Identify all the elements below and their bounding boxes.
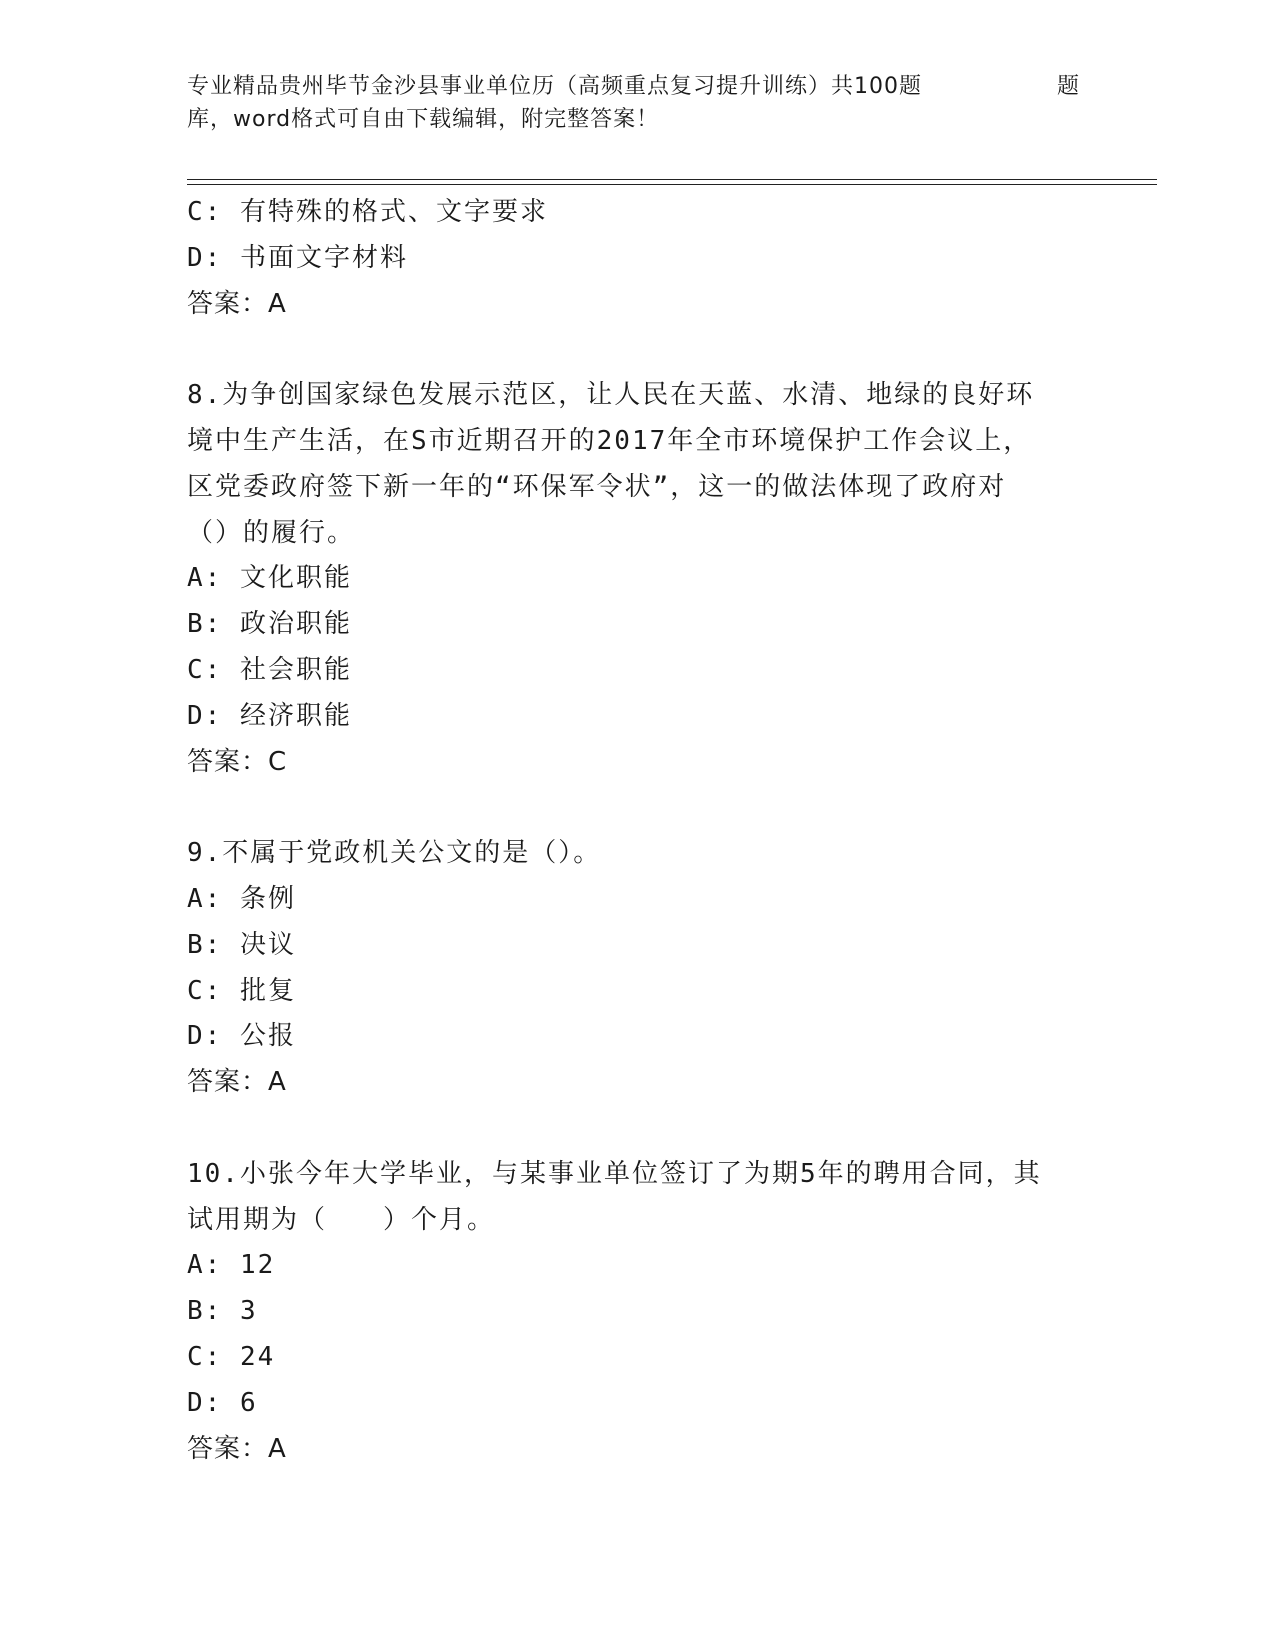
question-text-line: 10.小张今年大学毕业，与某事业单位签订了为期5年的聘用合同，其 xyxy=(187,1158,1042,1189)
option-line: B: 决议 xyxy=(187,929,296,960)
option-line: D: 6 xyxy=(187,1387,258,1418)
header-title-tail: 题 xyxy=(1057,74,1081,99)
question-text-line: 8.为争创国家绿色发展示范区，让人民在天蓝、水清、地绿的良好环 xyxy=(187,380,1035,411)
document-header xyxy=(187,70,1087,136)
option-line: C: 批复 xyxy=(187,975,296,1006)
option-line: D: 公报 xyxy=(187,1021,296,1052)
answer-line: 答案：C xyxy=(187,746,288,777)
question-content xyxy=(187,190,1087,1472)
header-title: 专业精品贵州毕节金沙县事业单位历（高频重点复习提升训练）共100题 xyxy=(187,74,922,99)
spacer xyxy=(187,327,1087,373)
option-line: A: 条例 xyxy=(187,883,296,914)
answer-line: 答案：A xyxy=(187,1067,287,1098)
spacer xyxy=(187,785,1087,831)
option-line: B: 政治职能 xyxy=(187,609,352,640)
option-line: C: 有特殊的格式、文字要求 xyxy=(187,197,548,227)
header-divider-top xyxy=(187,179,1157,180)
question-text-line: 区党委政府签下新一年的“环保军令状”，这一的做法体现了政府对 xyxy=(187,471,1007,502)
question-text-line: 9.不属于党政机关公文的是（）。 xyxy=(187,838,602,869)
question-text-line: 境中生产生活，在S市近期召开的2017年全市环境保护工作会议上， xyxy=(187,425,1032,456)
header-divider-bottom xyxy=(187,184,1157,185)
option-line: C: 社会职能 xyxy=(187,654,352,685)
spacer xyxy=(187,1106,1087,1152)
answer-line: 答案：A xyxy=(187,1433,287,1464)
answer-line: 答案：A xyxy=(187,288,287,319)
question-text-line: 试用期为（ ）个月。 xyxy=(187,1204,496,1235)
option-line: A: 12 xyxy=(187,1250,276,1281)
option-line: B: 3 xyxy=(187,1296,258,1327)
header-line-1 xyxy=(187,70,1087,103)
option-line: D: 书面文字材料 xyxy=(187,242,408,273)
option-line: D: 经济职能 xyxy=(187,700,352,731)
option-line: C: 24 xyxy=(187,1341,276,1372)
header-line-2: 库，word格式可自由下载编辑，附完整答案！ xyxy=(187,107,660,132)
option-line: A: 文化职能 xyxy=(187,563,352,594)
question-text-line: （）的履行。 xyxy=(187,517,356,548)
